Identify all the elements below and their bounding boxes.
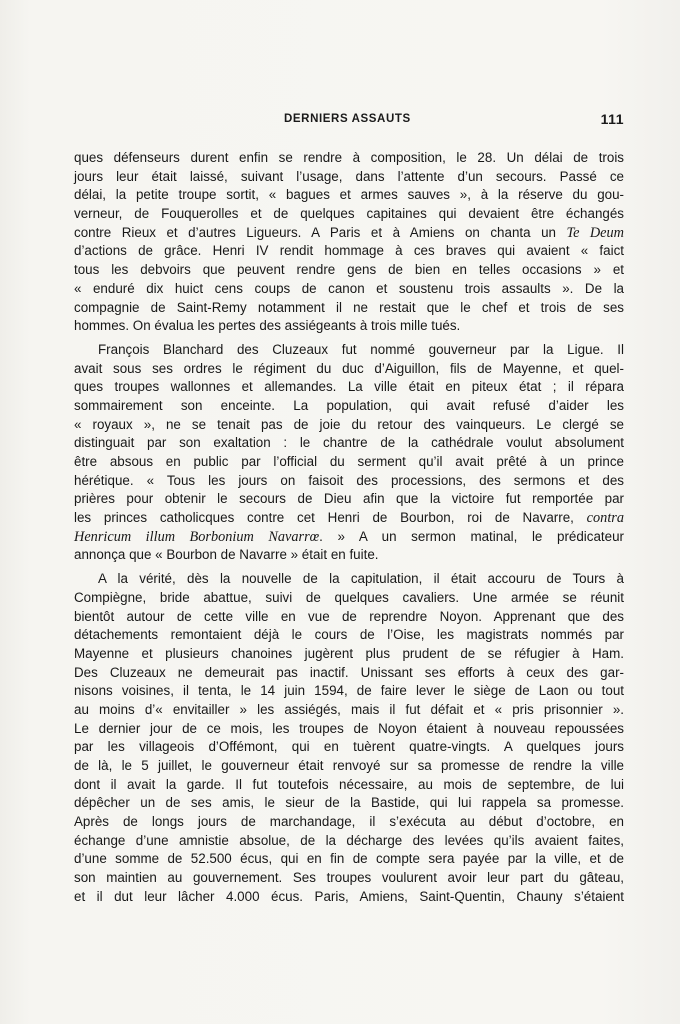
- text-line: Henricum illum Borbonium Navarrœ. » A un sermon matinal, le prédicateur: [74, 528, 624, 545]
- text-line: verneur, de Fouquerolles et de quelques capitaines qui devaient être échangés: [74, 206, 624, 222]
- text-line: nisons voisines, il tenta, le 14 juin 1594, de faire lever le siège de Laon ou tout: [74, 683, 624, 699]
- text-line: au moins d’« envitailler » les assiégés, mais il fut défait et « pris prisonnier ».: [74, 701, 624, 717]
- text-line: Mayenne et plusieurs chanoines jugèrent plus prudent de se réfugier à Ham.: [74, 645, 624, 661]
- text-line: Après de longs jours de marchandage, il s’exécuta au début d’octobre, en: [74, 814, 624, 830]
- text-line: de là, le 5 juillet, le gouverneur était renvoyé sur sa promesse de rendre la ville: [74, 758, 624, 773]
- text-line: A la vérité, dès la nouvelle de la capitulation, il était accouru de Tours à: [98, 571, 624, 587]
- text-line: contre Rieux et d’autres Ligueurs. A Paris et à Amiens on chanta un Te Deum: [74, 224, 624, 241]
- text-line: Des Cluzeaux ne demeurait pas inactif. Unissant ses efforts à ceux des gar-: [74, 664, 624, 680]
- paragraph-1: [74, 149, 624, 336]
- paragraph-2: [74, 341, 624, 565]
- italic-text: Te Deum: [566, 224, 624, 241]
- text-line: ques défenseurs durent enfin se rendre à composition, le 28. Un délai de trois: [74, 150, 624, 165]
- text-line: les princes catholicques contre cet Henri de Bourbon, roi de Navarre, contra: [74, 510, 624, 527]
- text-line: délai, la petite troupe sortit, « bagues et armes sauves », à la réserve du gou-: [74, 187, 624, 203]
- text-line: jours leur était laissé, suivant l’usage, dans l’attente d’un secours. Passé ce: [74, 168, 624, 184]
- text-line: ques troupes wallonnes et allemandes. La ville était en piteux état ; il répara: [74, 379, 624, 395]
- text-line: dont il avait la garde. Il fut toutefois nécessaire, au mois de septembre, de lui: [74, 776, 624, 792]
- text-line: être absous en public par l’official du serment qu’il avait prêté à un prince: [74, 454, 624, 469]
- italic-text: contra: [586, 510, 624, 527]
- text-line: annonça que « Bourbon de Navarre » était en fuite.: [74, 547, 379, 563]
- text-line: détachements remontaient déjà le cours de l’Oise, les magistrats nommés par: [74, 627, 624, 643]
- text-line: hérétique. « Tous les jours on faisoit des processions, des sermons et des: [74, 472, 624, 488]
- text-line: distinguait par son exaltation : le chantre de la cathédrale voulut absolument: [74, 435, 624, 451]
- page-number: 111: [600, 111, 624, 127]
- text-line: sommairement son enceinte. La population, qui avait refusé d’aider les: [74, 397, 624, 413]
- paragraph-3: [74, 570, 624, 906]
- italic-text: Henricum illum Borbonium Navarrœ: [74, 528, 320, 545]
- text-line: compagnie de Saint-Remy notamment il ne restait que le chef et trois de ses: [74, 299, 624, 315]
- text-line: par les villageois d’Offémont, qui en tuèrent quatre-vingts. A quelques jours: [74, 739, 624, 755]
- running-head: DERNIERS ASSAUTS: [284, 113, 411, 125]
- text-line: et il dut leur lâcher 4.000 écus. Paris, Amiens, Saint-Quentin, Chauny s’étaient: [74, 888, 624, 904]
- text-line: échange d’une amnistie absolue, de la décharge des levées qu’ils avaient faites,: [74, 832, 624, 848]
- text-line: bientôt autour de cette ville en vue de reprendre Noyon. Apprenant que des: [74, 608, 624, 624]
- text-line: avait sous ses ordres le régiment du duc d’Aiguillon, fils de Mayenne, et quel-: [74, 360, 624, 376]
- body-text: [74, 149, 624, 907]
- text-line: François Blanchard des Cluzeaux fut nommé gouverneur par la Ligue. Il: [98, 341, 624, 357]
- text-line: d’une somme de 52.500 écus, qui en fin de compte sera payée par la ville, et de: [74, 851, 624, 867]
- text-line: Compiègne, bride abattue, suivi de quelques cavaliers. Une armée se réunit: [74, 589, 624, 605]
- text-line: tous les debvoirs que peuvent rendre gens de bien en telles occasions » et: [74, 262, 624, 278]
- text-line: prières pour obtenir le secours de Dieu afin que la victoire fut remportée par: [74, 491, 624, 507]
- text-line: hommes. On évalua les pertes des assiégeants à trois mille tués.: [74, 318, 461, 334]
- text-line: son maintien au gouvernement. Ses troupes voulurent avoir leur part du gâteau,: [74, 870, 624, 886]
- text-line: « royaux », ne se tenait pas de joie du retour des vainqueurs. Le clergé se: [74, 416, 624, 432]
- text-line: Le dernier jour de ce mois, les troupes de Noyon étaient à nouveau repoussées: [74, 720, 624, 736]
- text-line: dépêcher un de ses amis, le sieur de la Bastide, qui lui rappela sa promesse.: [74, 795, 624, 811]
- text-line: d’actions de grâce. Henri IV rendit hommage à ces braves qui avaient « faict: [74, 243, 624, 259]
- page-header: [74, 111, 624, 131]
- text-line: « enduré dix huict cens coups de canon et soustenu trois assaults ». De la: [74, 280, 624, 296]
